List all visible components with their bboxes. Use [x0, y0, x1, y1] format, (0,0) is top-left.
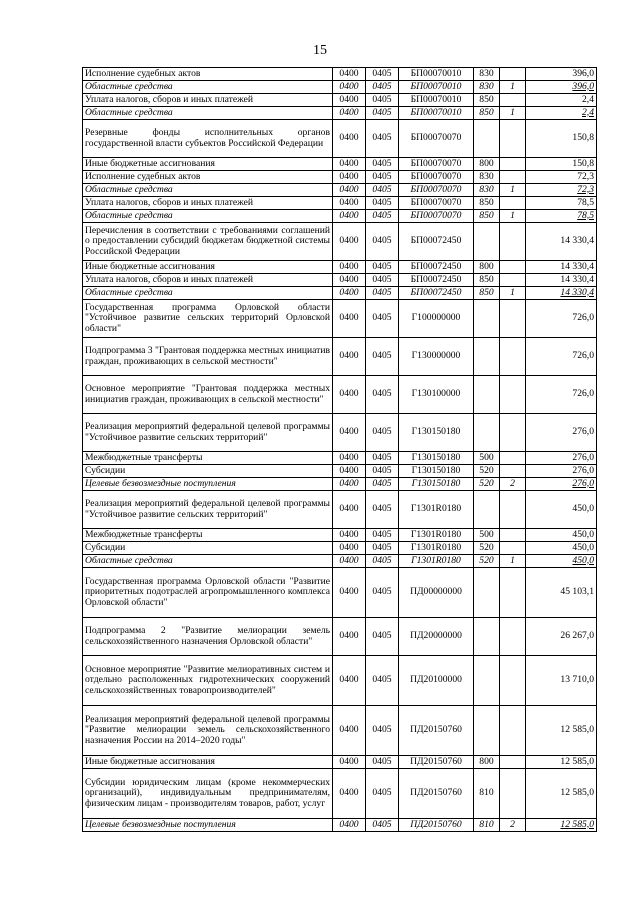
article-code: БП00070010: [399, 68, 474, 81]
article-code: БП00070070: [399, 210, 474, 223]
article-code: БП00070070: [399, 120, 474, 158]
subsection-code: 0405: [366, 197, 399, 210]
table-row: [83, 529, 597, 542]
amount: 78,5: [526, 210, 597, 223]
expense-type-code: 850: [474, 274, 500, 287]
article-code: Г1301R0180: [399, 555, 474, 568]
article-code: БП00070070: [399, 171, 474, 184]
table-row: [83, 274, 597, 287]
section-code: 0400: [333, 107, 366, 120]
source-code: [500, 376, 526, 414]
section-code: 0400: [333, 568, 366, 618]
row-name: Областные средства: [83, 555, 333, 568]
table-row: [83, 261, 597, 274]
table-row: [83, 300, 597, 338]
subsection-code: 0405: [366, 555, 399, 568]
source-code: [500, 223, 526, 261]
table-row: [83, 81, 597, 94]
row-name: Государственная программа Орловской области "Развитие приоритетных подотраслей агропромышленного комплекса Орловской области": [83, 568, 333, 618]
source-code: 1: [500, 184, 526, 197]
row-name: Основное мероприятие "Грантовая поддержка местных инициатив граждан, проживающих в сельской местности": [83, 376, 333, 414]
amount: 276,0: [526, 452, 597, 465]
row-name: Исполнение судебных актов: [83, 171, 333, 184]
expense-type-code: 500: [474, 529, 500, 542]
article-code: Г130100000: [399, 376, 474, 414]
table-row: [83, 107, 597, 120]
expense-type-code: 850: [474, 107, 500, 120]
article-code: ПД20000000: [399, 618, 474, 656]
subsection-code: 0405: [366, 287, 399, 300]
expense-type-code: 500: [474, 452, 500, 465]
table-row: [83, 287, 597, 300]
section-code: 0400: [333, 68, 366, 81]
amount: 396,0: [526, 81, 597, 94]
article-code: БП00070010: [399, 107, 474, 120]
article-code: ПД00000000: [399, 568, 474, 618]
subsection-code: 0405: [366, 452, 399, 465]
subsection-code: 0405: [366, 210, 399, 223]
source-code: [500, 706, 526, 756]
amount: 276,0: [526, 414, 597, 452]
article-code: ПД20150760: [399, 769, 474, 819]
row-name: Межбюджетные трансферты: [83, 452, 333, 465]
section-code: 0400: [333, 274, 366, 287]
row-name: Областные средства: [83, 81, 333, 94]
row-name: Исполнение судебных актов: [83, 68, 333, 81]
expense-type-code: 830: [474, 171, 500, 184]
subsection-code: 0405: [366, 529, 399, 542]
expense-type-code: 830: [474, 184, 500, 197]
source-code: [500, 491, 526, 529]
source-code: [500, 171, 526, 184]
section-code: 0400: [333, 656, 366, 706]
table-row: [83, 414, 597, 452]
section-code: 0400: [333, 819, 366, 832]
expense-type-code: [474, 223, 500, 261]
row-name: Целевые безвозмездные поступления: [83, 478, 333, 491]
amount: 13 710,0: [526, 656, 597, 706]
amount: 2,4: [526, 94, 597, 107]
subsection-code: 0405: [366, 465, 399, 478]
article-code: БП00070010: [399, 81, 474, 94]
subsection-code: 0405: [366, 491, 399, 529]
article-code: ПД20150760: [399, 706, 474, 756]
table-row: [83, 197, 597, 210]
expense-type-code: [474, 300, 500, 338]
amount: 14 330,4: [526, 287, 597, 300]
article-code: БП00070070: [399, 184, 474, 197]
source-code: [500, 656, 526, 706]
expense-type-code: 810: [474, 769, 500, 819]
subsection-code: 0405: [366, 338, 399, 376]
table-row: [83, 568, 597, 618]
subsection-code: 0405: [366, 120, 399, 158]
section-code: 0400: [333, 158, 366, 171]
row-name: Реализация мероприятий федеральной целевой программы "Развитие мелиорации земель сельскохозяйственного назначения России на 2014–2020 годы": [83, 706, 333, 756]
section-code: 0400: [333, 376, 366, 414]
article-code: Г130150180: [399, 478, 474, 491]
expense-type-code: 850: [474, 197, 500, 210]
row-name: Областные средства: [83, 107, 333, 120]
subsection-code: 0405: [366, 414, 399, 452]
section-code: 0400: [333, 287, 366, 300]
subsection-code: 0405: [366, 171, 399, 184]
expense-type-code: 850: [474, 287, 500, 300]
article-code: Г1301R0180: [399, 491, 474, 529]
source-code: 1: [500, 107, 526, 120]
amount: 72,3: [526, 184, 597, 197]
source-code: [500, 120, 526, 158]
section-code: 0400: [333, 769, 366, 819]
expense-type-code: [474, 568, 500, 618]
table-row: [83, 706, 597, 756]
expense-type-code: 520: [474, 555, 500, 568]
amount: 396,0: [526, 68, 597, 81]
subsection-code: 0405: [366, 81, 399, 94]
table-row: [83, 656, 597, 706]
subsection-code: 0405: [366, 223, 399, 261]
table-row: [83, 819, 597, 832]
source-code: [500, 529, 526, 542]
table-row: [83, 94, 597, 107]
article-code: Г100000000: [399, 300, 474, 338]
source-code: 1: [500, 555, 526, 568]
amount: 14 330,4: [526, 223, 597, 261]
section-code: 0400: [333, 414, 366, 452]
row-name: Уплата налогов, сборов и иных платежей: [83, 94, 333, 107]
row-name: Субсидии: [83, 542, 333, 555]
subsection-code: 0405: [366, 68, 399, 81]
section-code: 0400: [333, 81, 366, 94]
source-code: 2: [500, 819, 526, 832]
section-code: 0400: [333, 184, 366, 197]
subsection-code: 0405: [366, 107, 399, 120]
section-code: 0400: [333, 120, 366, 158]
table-row: [83, 618, 597, 656]
section-code: 0400: [333, 210, 366, 223]
subsection-code: 0405: [366, 184, 399, 197]
table-row: [83, 756, 597, 769]
source-code: [500, 452, 526, 465]
section-code: 0400: [333, 223, 366, 261]
amount: 12 585,0: [526, 819, 597, 832]
amount: 14 330,4: [526, 261, 597, 274]
source-code: [500, 197, 526, 210]
source-code: [500, 274, 526, 287]
expense-type-code: [474, 120, 500, 158]
amount: 726,0: [526, 376, 597, 414]
source-code: [500, 94, 526, 107]
row-name: Перечисления в соответствии с требованиями соглашений о предоставлении субсидий бюджетам бюджетной системы Российской Федерации: [83, 223, 333, 261]
expense-type-code: 800: [474, 158, 500, 171]
row-name: Областные средства: [83, 287, 333, 300]
article-code: Г130150180: [399, 414, 474, 452]
subsection-code: 0405: [366, 300, 399, 338]
article-code: БП00072450: [399, 223, 474, 261]
section-code: 0400: [333, 94, 366, 107]
table-row: [83, 338, 597, 376]
row-name: Реализация мероприятий федеральной целевой программы "Устойчивое развитие сельских территорий": [83, 491, 333, 529]
row-name: Областные средства: [83, 184, 333, 197]
section-code: 0400: [333, 756, 366, 769]
amount: 2,4: [526, 107, 597, 120]
table-row: [83, 465, 597, 478]
source-code: [500, 158, 526, 171]
expense-type-code: 830: [474, 68, 500, 81]
section-code: 0400: [333, 618, 366, 656]
row-name: Субсидии юридическим лицам (кроме некоммерческих организаций), индивидуальным предпринимателям, физическим лицам - производителям товаров, работ, услуг: [83, 769, 333, 819]
row-name: Иные бюджетные ассигнования: [83, 158, 333, 171]
amount: 12 585,0: [526, 769, 597, 819]
row-name: Целевые безвозмездные поступления: [83, 819, 333, 832]
source-code: [500, 756, 526, 769]
amount: 150,8: [526, 120, 597, 158]
amount: 450,0: [526, 542, 597, 555]
expense-type-code: [474, 414, 500, 452]
amount: 26 267,0: [526, 618, 597, 656]
expense-type-code: 810: [474, 819, 500, 832]
row-name: Иные бюджетные ассигнования: [83, 261, 333, 274]
article-code: БП00072450: [399, 287, 474, 300]
row-name: Субсидии: [83, 465, 333, 478]
amount: 45 103,1: [526, 568, 597, 618]
table-row: [83, 376, 597, 414]
expense-type-code: [474, 376, 500, 414]
table-row: [83, 171, 597, 184]
row-name: Подпрограмма 2 "Развитие мелиорации земель сельскохозяйственного назначения Орловской области": [83, 618, 333, 656]
amount: 276,0: [526, 478, 597, 491]
row-name: Государственная программа Орловской области "Устойчивое развитие сельских территорий Орловской области": [83, 300, 333, 338]
section-code: 0400: [333, 555, 366, 568]
source-code: 2: [500, 478, 526, 491]
row-name: Уплата налогов, сборов и иных платежей: [83, 197, 333, 210]
subsection-code: 0405: [366, 158, 399, 171]
section-code: 0400: [333, 261, 366, 274]
expense-type-code: [474, 338, 500, 376]
subsection-code: 0405: [366, 478, 399, 491]
source-code: [500, 300, 526, 338]
expense-type-code: 520: [474, 542, 500, 555]
expense-type-code: 850: [474, 94, 500, 107]
row-name: Уплата налогов, сборов и иных платежей: [83, 274, 333, 287]
source-code: [500, 568, 526, 618]
source-code: [500, 618, 526, 656]
subsection-code: 0405: [366, 542, 399, 555]
section-code: 0400: [333, 338, 366, 376]
subsection-code: 0405: [366, 261, 399, 274]
section-code: 0400: [333, 491, 366, 529]
budget-table: [82, 67, 597, 832]
section-code: 0400: [333, 542, 366, 555]
source-code: [500, 261, 526, 274]
expense-type-code: 830: [474, 81, 500, 94]
amount: 450,0: [526, 555, 597, 568]
amount: 72,3: [526, 171, 597, 184]
table-row: [83, 223, 597, 261]
section-code: 0400: [333, 529, 366, 542]
amount: 14 330,4: [526, 274, 597, 287]
table-row: [83, 542, 597, 555]
expense-type-code: [474, 706, 500, 756]
row-name: Реализация мероприятий федеральной целевой программы "Устойчивое развитие сельских территорий": [83, 414, 333, 452]
source-code: [500, 465, 526, 478]
table-row: [83, 210, 597, 223]
expense-type-code: [474, 491, 500, 529]
article-code: БП00070070: [399, 197, 474, 210]
amount: 450,0: [526, 491, 597, 529]
subsection-code: 0405: [366, 819, 399, 832]
article-code: БП00072450: [399, 261, 474, 274]
section-code: 0400: [333, 171, 366, 184]
article-code: ПД20150760: [399, 756, 474, 769]
amount: 726,0: [526, 300, 597, 338]
source-code: [500, 769, 526, 819]
expense-type-code: 850: [474, 210, 500, 223]
section-code: 0400: [333, 478, 366, 491]
subsection-code: 0405: [366, 618, 399, 656]
source-code: [500, 338, 526, 376]
subsection-code: 0405: [366, 376, 399, 414]
row-name: Областные средства: [83, 210, 333, 223]
section-code: 0400: [333, 197, 366, 210]
article-code: БП00072450: [399, 274, 474, 287]
article-code: Г1301R0180: [399, 542, 474, 555]
section-code: 0400: [333, 452, 366, 465]
table-row: [83, 158, 597, 171]
amount: 12 585,0: [526, 706, 597, 756]
amount: 150,8: [526, 158, 597, 171]
article-code: Г130150180: [399, 452, 474, 465]
article-code: Г1301R0180: [399, 529, 474, 542]
subsection-code: 0405: [366, 706, 399, 756]
subsection-code: 0405: [366, 568, 399, 618]
subsection-code: 0405: [366, 756, 399, 769]
subsection-code: 0405: [366, 94, 399, 107]
article-code: ПД20150760: [399, 819, 474, 832]
source-code: 1: [500, 287, 526, 300]
table-row: [83, 769, 597, 819]
amount: 78,5: [526, 197, 597, 210]
amount: 450,0: [526, 529, 597, 542]
article-code: БП00070070: [399, 158, 474, 171]
row-name: Подпрограмма 3 "Грантовая поддержка местных инициатив граждан, проживающих в сельской местности": [83, 338, 333, 376]
subsection-code: 0405: [366, 656, 399, 706]
table-row: [83, 120, 597, 158]
table-row: [83, 184, 597, 197]
source-code: 1: [500, 210, 526, 223]
expense-type-code: [474, 656, 500, 706]
row-name: Основное мероприятие "Развитие мелиоративных систем и отдельно расположенных гидротехнических сооружений сельскохозяйственных товаропроизводителей": [83, 656, 333, 706]
source-code: 1: [500, 81, 526, 94]
expense-type-code: 800: [474, 261, 500, 274]
article-code: Г130000000: [399, 338, 474, 376]
table-row: [83, 555, 597, 568]
row-name: Межбюджетные трансферты: [83, 529, 333, 542]
expense-type-code: 800: [474, 756, 500, 769]
source-code: [500, 68, 526, 81]
page-number: 15: [313, 43, 327, 58]
article-code: БП00070010: [399, 94, 474, 107]
table-row: [83, 478, 597, 491]
expense-type-code: 520: [474, 478, 500, 491]
expense-type-code: 520: [474, 465, 500, 478]
expense-type-code: [474, 618, 500, 656]
amount: 12 585,0: [526, 756, 597, 769]
amount: 726,0: [526, 338, 597, 376]
row-name: Резервные фонды исполнительных органов государственной власти субъектов Российской Федерации: [83, 120, 333, 158]
section-code: 0400: [333, 465, 366, 478]
row-name: Иные бюджетные ассигнования: [83, 756, 333, 769]
article-code: Г130150180: [399, 465, 474, 478]
source-code: [500, 542, 526, 555]
subsection-code: 0405: [366, 769, 399, 819]
source-code: [500, 414, 526, 452]
table-row: [83, 491, 597, 529]
section-code: 0400: [333, 300, 366, 338]
table-row: [83, 68, 597, 81]
subsection-code: 0405: [366, 274, 399, 287]
amount: 276,0: [526, 465, 597, 478]
article-code: ПД20100000: [399, 656, 474, 706]
section-code: 0400: [333, 706, 366, 756]
table-row: [83, 452, 597, 465]
